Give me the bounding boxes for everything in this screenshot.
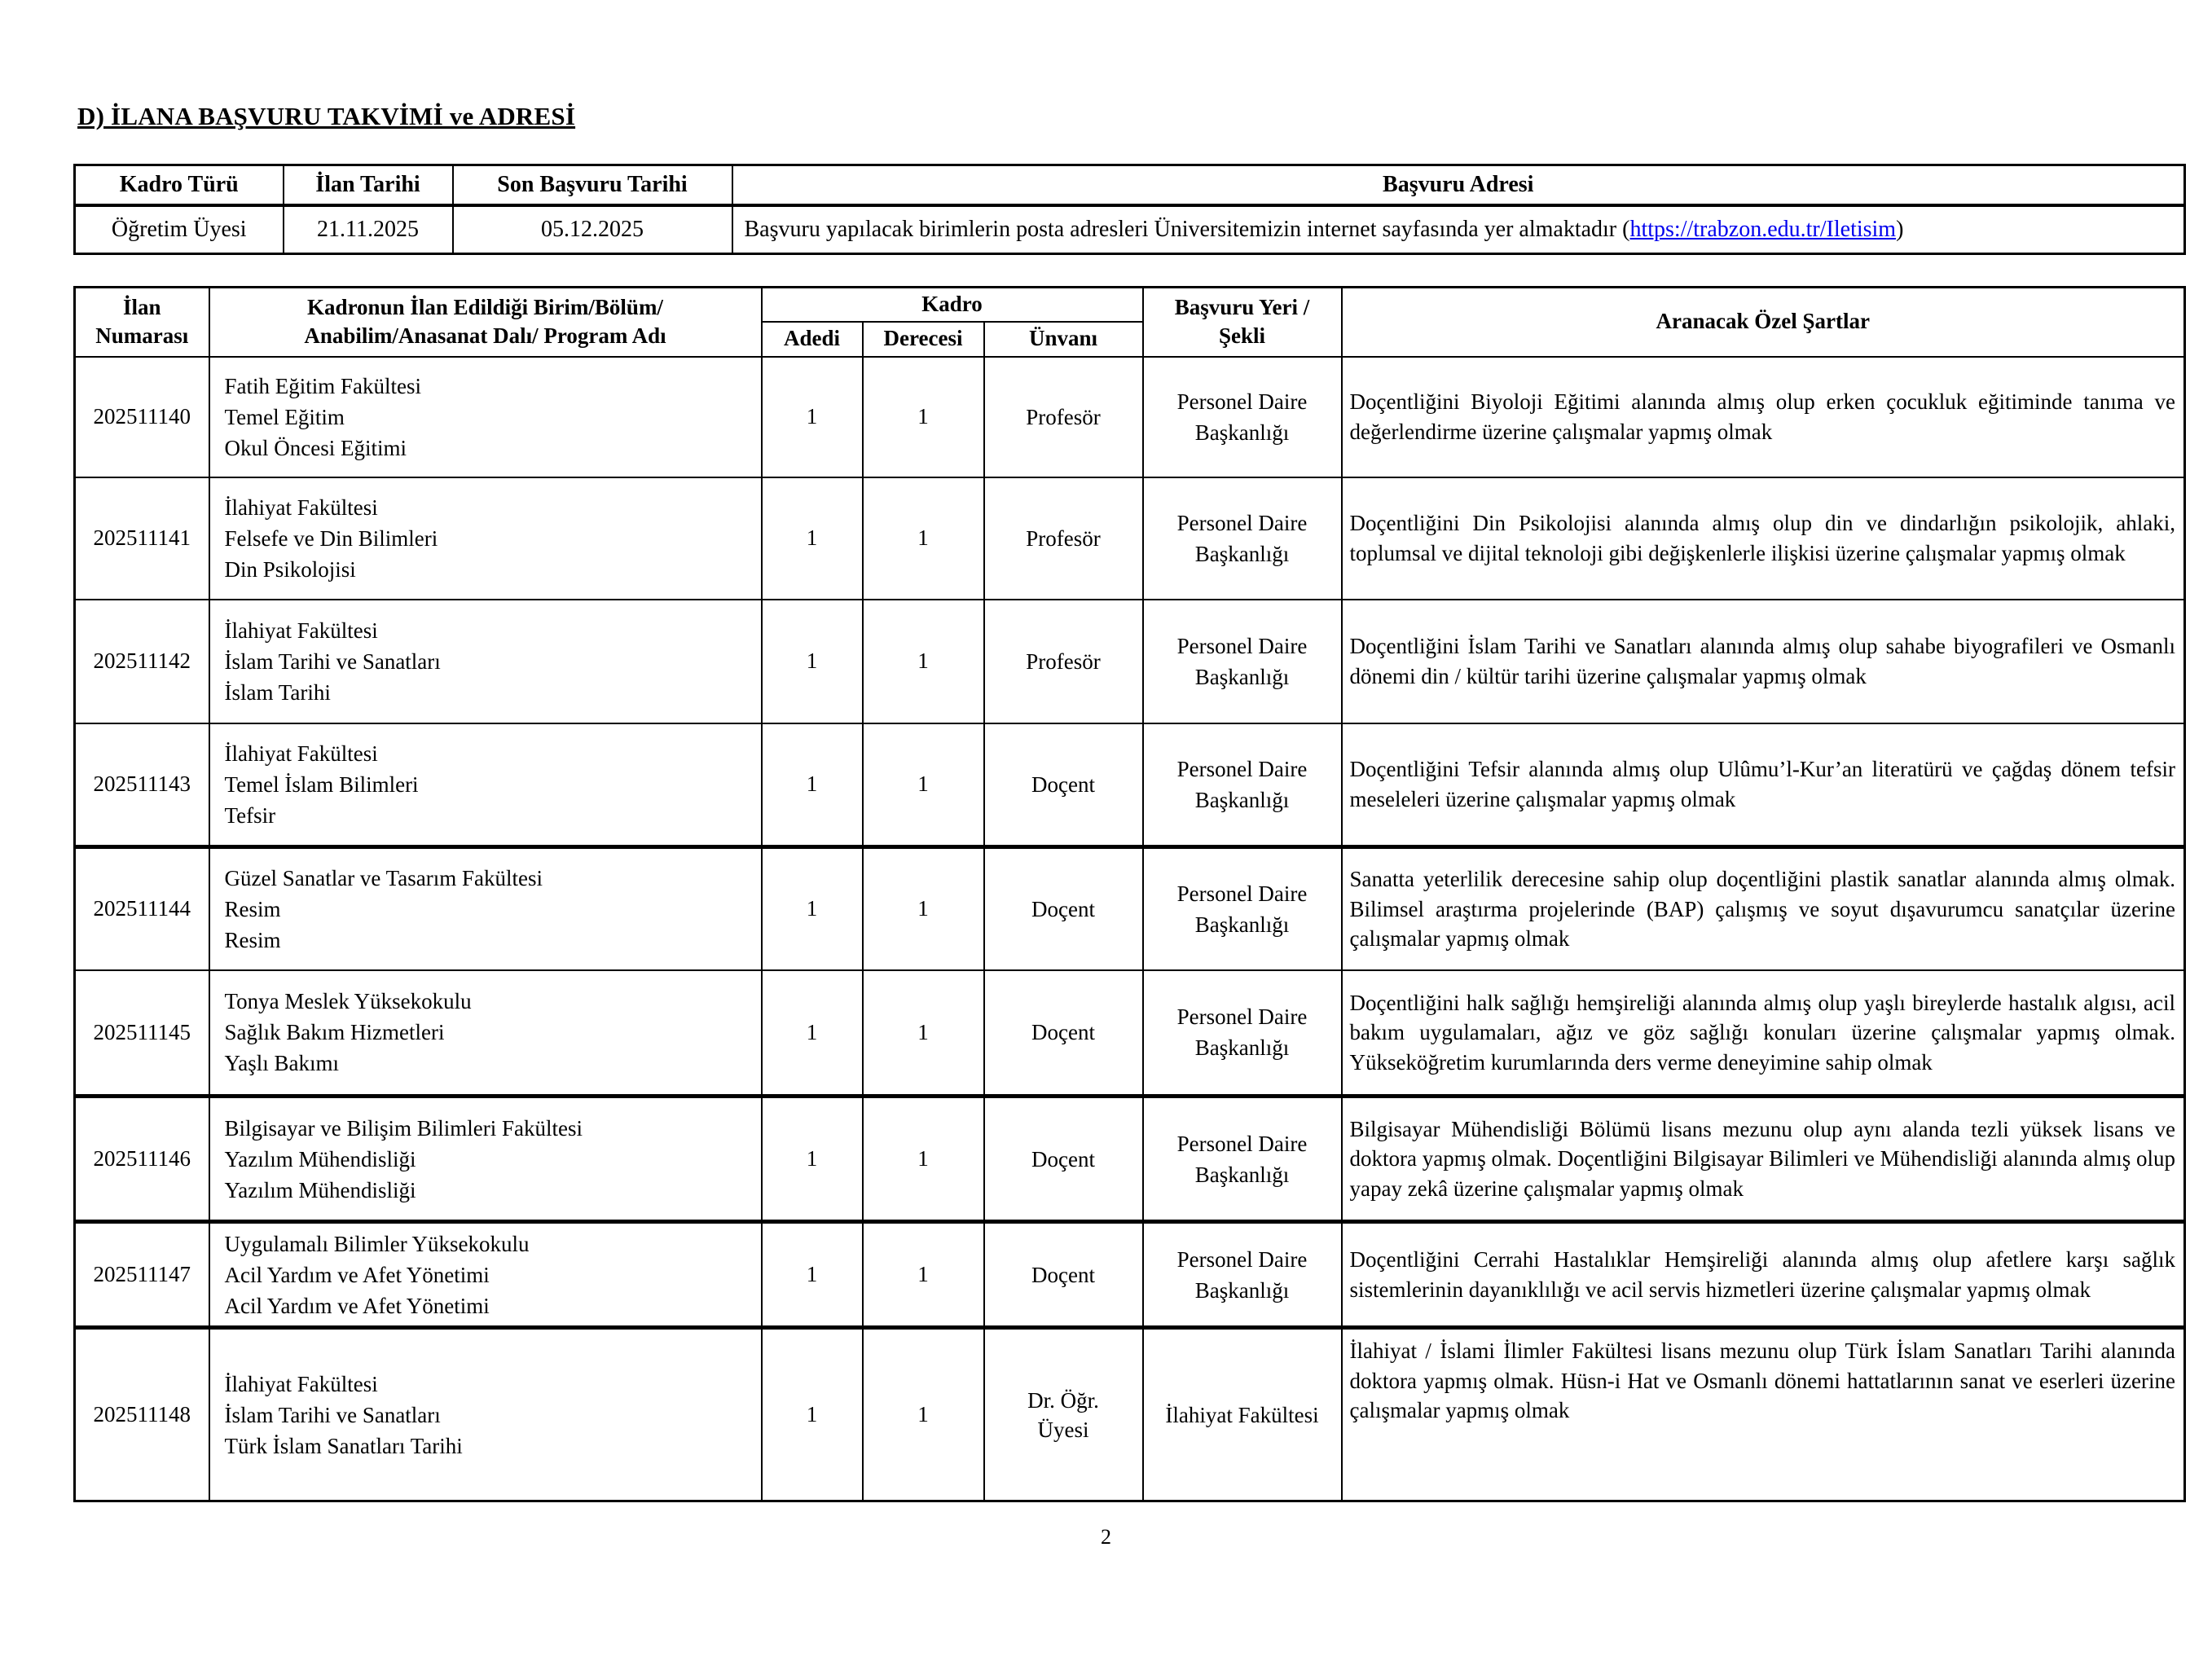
basvuru-yeri-cell: Personel Daire Başkanlığı [1143,723,1342,847]
unvani-cell: Doçent [984,1222,1143,1328]
table-row [75,477,2185,600]
ozel-sartlar-cell: Sanatta yeterlilik derecesine sahip olup doçentliğini plastik sanatlar alanında almış olmak. Bilimsel araştırma projelerinde (BAP) çalışmış ve soyut dışavurumcu sanatçılar üzerine çalışmalar yapmış olmak [1342,847,2185,970]
schedule-data-row [75,205,2185,254]
birim-cell: İlahiyat Fakültesi Felsefe ve Din Bilimleri Din Psikolojisi [209,477,762,600]
adedi-cell: 1 [762,357,863,477]
ilan-numarasi-cell: 202511146 [75,1097,209,1222]
iletisim-link[interactable]: https://trabzon.edu.tr/Iletisim [1629,217,1897,242]
derecesi-cell: 1 [863,1097,984,1222]
basvuru-yeri-cell: Personel Daire Başkanlığı [1143,600,1342,723]
adedi-cell: 1 [762,1097,863,1222]
adedi-cell: 1 [762,600,863,723]
adedi-cell: 1 [762,1222,863,1328]
ilan-numarasi-header: İlan Numarası [75,288,209,357]
ilan-tarihi-value: 21.11.2025 [284,205,453,254]
ilan-numarasi-cell: 202511141 [75,477,209,600]
basvuru-yeri-cell: Personel Daire Başkanlığı [1143,970,1342,1097]
table-row [75,1222,2185,1328]
basvuru-yeri-cell: Personel Daire Başkanlığı [1143,1097,1342,1222]
basvuru-yeri-cell: Personel Daire Başkanlığı [1143,1222,1342,1328]
unvani-cell: Profesör [984,357,1143,477]
derecesi-cell: 1 [863,477,984,600]
adedi-header: Adedi [762,322,863,357]
ozel-sartlar-cell: Doçentliğini Biyoloji Eğitimi alanında almış olup erken çocukluk eğitiminde tanıma ve değerlendirme üzerine çalışmalar yapmış olmak [1342,357,2185,477]
basvuru-yeri-cell: Personel Daire Başkanlığı [1143,357,1342,477]
ozel-sartlar-cell: Doçentliğini Cerrahi Hastalıklar Hemşireliği alanında almış olup afetlere karşı sağlık sistemlerinin dayanıklılığı ve acil servis hizmetleri üzerine çalışmalar yapmış olmak [1342,1222,2185,1328]
basvuru-adresi-header: Başvuru Adresi [732,165,2185,206]
ozel-sartlar-cell: Doçentliğini Tefsir alanında almış olup Ulûmu’l-Kur’an literatürü ve çağdaş dönem tefsir meseleleri üzerine çalışmalar yapmış olmak [1342,723,2185,847]
ozel-sartlar-cell: Bilgisayar Mühendisliği Bölümü lisans mezunu olup aynı alanda tezli yüksek lisans ve doktora yapmış olmak. Doçentliğini Bilgisayar Bilimleri ve Mühendisliği alanında almış olup yapay zekâ üzerine çalışmalar yapmış olmak [1342,1097,2185,1222]
ozel-sartlar-cell: İlahiyat / İslami İlimler Fakültesi lisans mezunu olup Türk İslam Sanatları Tarihi alanında doktora yapmış olmak. Hüsn-i Hat ve Osmanlı dönemi hattatlarının sanat ve eserleri üzerine çalışmalar yapmış olmak [1342,1328,2185,1501]
adedi-cell: 1 [762,847,863,970]
unvani-cell: Profesör [984,477,1143,600]
birim-cell: İlahiyat Fakültesi İslam Tarihi ve Sanatları İslam Tarihi [209,600,762,723]
birim-cell: İlahiyat Fakültesi Temel İslam Bilimleri Tefsir [209,723,762,847]
ilan-numarasi-cell: 202511148 [75,1328,209,1501]
birim-cell: Güzel Sanatlar ve Tasarım Fakültesi Resim Resim [209,847,762,970]
basvuru-adresi-text-close: ) [1896,217,1904,242]
derecesi-cell: 1 [863,723,984,847]
unvani-cell: Doçent [984,723,1143,847]
page-number: 2 [1101,1525,1111,1549]
table-row [75,1097,2185,1222]
basvuru-yeri-cell: Personel Daire Başkanlığı [1143,847,1342,970]
table-row [75,970,2185,1097]
ozel-sartlar-cell: Doçentliğini İslam Tarihi ve Sanatları alanında almış olup sahabe biyografileri ve Osmanlı dönemi din / kültür tarihi üzerine çalışmalar yapmış olmak [1342,600,2185,723]
birim-cell: Bilgisayar ve Bilişim Bilimleri Fakültesi Yazılım Mühendisliği Yazılım Mühendisliği [209,1097,762,1222]
derecesi-cell: 1 [863,1222,984,1328]
ilan-numarasi-cell: 202511143 [75,723,209,847]
kadro-turu-value: Öğretim Üyesi [75,205,284,254]
adedi-cell: 1 [762,970,863,1097]
table-row [75,357,2185,477]
ilan-tarihi-header: İlan Tarihi [284,165,453,206]
kadro-turu-header: Kadro Türü [75,165,284,206]
ilan-numarasi-cell: 202511142 [75,600,209,723]
table-row [75,847,2185,970]
unvani-cell: Doçent [984,1097,1143,1222]
ilan-numarasi-cell: 202511147 [75,1222,209,1328]
derecesi-cell: 1 [863,600,984,723]
section-heading: D) İLANA BAŞVURU TAKVİMİ ve ADRESİ [77,102,576,130]
positions-header-row-1 [75,288,2185,322]
unvani-cell: Doçent [984,847,1143,970]
ilan-numarasi-cell: 202511144 [75,847,209,970]
derecesi-cell: 1 [863,970,984,1097]
unvani-cell: Dr. Öğr. Üyesi [984,1328,1143,1501]
unvani-header: Ünvanı [984,322,1143,357]
ozel-sartlar-cell: Doçentliğini halk sağlığı hemşireliği alanında almış olup yaşlı bireylerde hastalık algısı, acil bakım uygulamaları, ağız ve göz sağlığı konuları üzerine çalışmalar yapmış olmak. Yükseköğretim kurumlarında ders verme deneyimine sahip olmak [1342,970,2185,1097]
derecesi-cell: 1 [863,847,984,970]
positions-table [73,286,2186,1502]
table-row [75,1328,2185,1501]
derecesi-cell: 1 [863,357,984,477]
birim-cell: Tonya Meslek Yüksekokulu Sağlık Bakım Hizmetleri Yaşlı Bakımı [209,970,762,1097]
birim-cell: Fatih Eğitim Fakültesi Temel Eğitim Okul Öncesi Eğitimi [209,357,762,477]
basvuru-adresi-text: Başvuru yapılacak birimlerin posta adresleri Üniversitemizin internet sayfasında yer almaktadır ( [744,217,1630,242]
ozel-sartlar-header: Aranacak Özel Şartlar [1342,288,2185,357]
application-schedule-table [73,164,2186,255]
basvuru-adresi-value [732,205,2185,254]
adedi-cell: 1 [762,477,863,600]
table-row [75,600,2185,723]
adedi-cell: 1 [762,1328,863,1501]
son-basvuru-tarihi-value: 05.12.2025 [453,205,732,254]
adedi-cell: 1 [762,723,863,847]
ozel-sartlar-cell: Doçentliğini Din Psikolojisi alanında almış olup din ve dindarlığın psikolojik, ahlaki, toplumsal ve dijital teknoloji gibi değişkenlerle ilişkisi üzerine çalışmalar yapmış olmak [1342,477,2185,600]
birim-cell: Uygulamalı Bilimler Yüksekokulu Acil Yardım ve Afet Yönetimi Acil Yardım ve Afet Yönetimi [209,1222,762,1328]
ilan-numarasi-cell: 202511140 [75,357,209,477]
basvuru-yeri-header: Başvuru Yeri / Şekli [1143,288,1342,357]
table-row [75,723,2185,847]
birim-header: Kadronun İlan Edildiği Birim/Bölüm/ Anabilim/Anasanat Dalı/ Program Adı [209,288,762,357]
kadro-group-header: Kadro [762,288,1143,322]
son-basvuru-tarihi-header: Son Başvuru Tarihi [453,165,732,206]
birim-cell: İlahiyat Fakültesi İslam Tarihi ve Sanatları Türk İslam Sanatları Tarihi [209,1328,762,1501]
schedule-header-row [75,165,2185,206]
basvuru-yeri-cell: Personel Daire Başkanlığı [1143,477,1342,600]
unvani-cell: Profesör [984,600,1143,723]
derecesi-header: Derecesi [863,322,984,357]
basvuru-yeri-cell: İlahiyat Fakültesi [1143,1328,1342,1501]
ilan-numarasi-cell: 202511145 [75,970,209,1097]
derecesi-cell: 1 [863,1328,984,1501]
unvani-cell: Doçent [984,970,1143,1097]
